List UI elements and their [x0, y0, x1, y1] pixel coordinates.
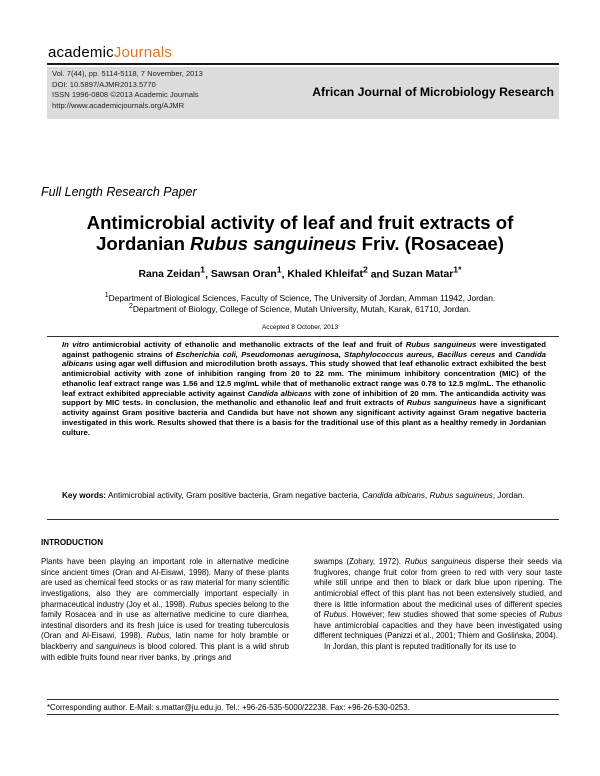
keywords: Key words: Antimicrobial activity, Gram positive bacteria, Gram negative bacteria, Candida albicans, Rubus saguineus, Jordan. [62, 491, 525, 500]
corresponding-author-footnote: *Corresponding author. E-Mail: s.mattar@ju.edu.jo. Tel.: +96-26-535-5000/22238. Fax: +96-26-530-0253. [47, 703, 410, 712]
author: Suzan Matar$^{1*}$ [392, 265, 462, 281]
author: Sawsan Oran$^1$ [210, 265, 282, 281]
abstract-top-rule [47, 336, 559, 337]
paper-title [0, 212, 600, 254]
paragraph: In Jordan, this plant is reputed traditionally for its use to [324, 642, 516, 651]
journal-logo: academicJournals [48, 44, 173, 61]
journal-url[interactable]: http://www.academicjournals.org/AJMR [52, 100, 185, 110]
author: Khaled Khleifat$^2$ [287, 265, 368, 281]
affiliation-2: $^2$Department of Biology, College of Science, Mutah University, Mutah, Karak, 61710, Jordan. [128, 303, 471, 314]
doi-line: DOI: 10.5897/AJMR2013.5770 [52, 79, 156, 89]
footnote-bottom-rule [47, 714, 559, 715]
affiliation-1: $^1$Department of Biological Sciences, Faculty of Science, The University of Jordan, Amman 11942, Jordan. [104, 292, 496, 303]
author-list: Rana Zeidan$^1$, Sawsan Oran$^1$, Khaled Khleifat$^2$ and Suzan Matar$^{1*}$ [138, 265, 462, 281]
accepted-date: Accepted 8 October, 2013 [261, 324, 339, 331]
issn-line: ISSN 1996-0808 ©2013 Academic Journals [52, 90, 199, 100]
section-heading: INTRODUCTION [41, 538, 104, 547]
journal-name: African Journal of Microbiology Research [312, 85, 554, 99]
header-info [52, 69, 203, 111]
author: Rana Zeidan$^1$ [138, 265, 206, 281]
footnote-rule [47, 699, 559, 700]
keywords-bottom-rule [47, 519, 559, 520]
abstract: In vitro antimicrobial activity of ethanolic and methanolic extracts of the leaf and fruit of Rubus sanguineus were investigated against pathogenic strains of Escherichia coli, Pseudomonas aeruginosa, Staphylococcus aureus, Bacillus cereus and Candida albicans using agar well diffusion and microdilution broth assays. This study showed that leaf ethanolic extract exhibited the best antimicrobial activity with zone of inhibition ranging from 20 to 22 mm. The minimum inhibitory concentration (MIC) of the ethanolic leaf extract range was 1.56 and 12.5 mg/mL while that of methanolic extract range was 0.78 to 12.5 mg/mL. The ethanolic leaf extract exhibited appreciable activity against Candida albicans with zone of inhibition of 20 mm. The anticandida activity was support by MIC tests. In conclusion, the methanolic and ethanolic leaf and fruit extracts of Rubus sanguineus have a significant activity against Gram positive bacteria and Candida but have not shown any significant activity against Gram negative bacteria investigated in this work. Results showed that there is a basis for the traditional use of this plant as a healthy remedy in Jordanian culture. [62, 340, 547, 437]
volume-line: Vol. 7(44), pp. 5114-5118, 7 November, 2013 [52, 69, 203, 78]
paper-type: Full Length Research Paper [41, 185, 197, 199]
header-rule [47, 63, 559, 65]
body-column-left: Plants have been playing an important role in alternative medicine since ancient times (Oran and Al-Eisawi, 1998). Many of these plants are used as chemical feed stocks or as raw material for many scientific investigations, also they are commercially important especially in pharmaceutical industry (Joy et al., 1998). Rubus species belong to the family Rosacea and in use as alternative medicine to cure diarrhea, intestinal disorders and its fresh juice is used for treating tuberculosis (Oran and Al-Eisawi, 1998). Rubus, latin name for holy bramble or blackberry and sanguineus is blood colored. This plant is a wild shrub with edible fruits found near river banks, by .prings and [41, 557, 290, 662]
body-column-right: swamps (Zohary, 1972). Rubus sanguineus disperse their seeds via frugivores, change fruit color from green to red with very sour taste while still unripe and then to black or dark blue upon ripening. The antimicrobial effect of this plant has not been extensively studied, and there is little information about the medicinal uses of different species of Rubus. However; few studies showed that some species of Rubus have antimicrobial capacities and they have been investigated using different techniques (Panizzi et al., 2001; Thiem and Goślińska, 2004). In Jordan, this plant is reputed traditionally for its use to [314, 557, 562, 651]
title-line-1: Antimicrobial activity of leaf and fruit extracts of [86, 212, 514, 233]
title-line-2: Jordanian Rubus sanguineus Friv. (Rosaceae) [96, 233, 504, 254]
